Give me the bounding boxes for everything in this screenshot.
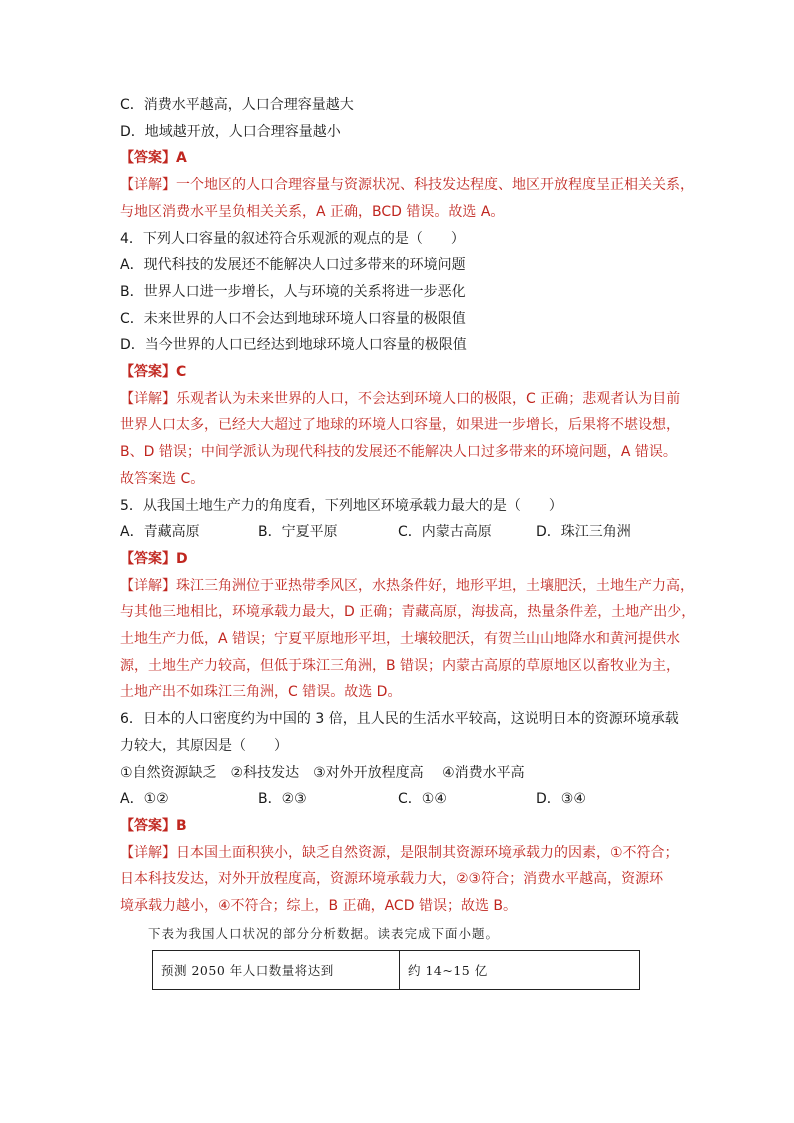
q6-option-a: A．①② (120, 791, 169, 808)
q6-explanation-line: 境承载力越小，④不符合；综上，B 正确，ACD 错误；故选 B。 (120, 898, 517, 915)
q4-option-c: C．未来世界的人口不会达到地球环境人口容量的极限值 (120, 310, 466, 327)
q3-option-c: C．消费水平越高，人口合理容量越大 (120, 97, 354, 113)
q5-option-d: D．珠江三角洲 (536, 524, 631, 541)
q6-explanation-line: 日本科技发达，对外开放程度高，资源环境承载力大，②③符合；消费水平越高，资源环 (120, 871, 664, 888)
table-intro-note: 下表为我国人口状况的部分分析数据。读表完成下面小题。 (148, 925, 500, 941)
table-row (153, 950, 640, 989)
q6-explanation-line: 【详解】日本国土面积狭小，缺乏自然资源，是限制其资源环境承载力的因素，①不符合； (120, 844, 679, 861)
q4-explanation-line: B、D 错误；中间学派认为现代科技的发展还不能解决人口过多带来的环境问题，A 错误。 (120, 444, 677, 461)
q6-items: ①自然资源缺乏 ②科技发达 ③对外开放程度高 ④消费水平高 (120, 764, 525, 781)
q3-explanation-line: 与地区消费水平呈负相关关系，A 正确，BCD 错误。故选 A。 (120, 203, 505, 220)
document-page (120, 92, 696, 990)
q4-answer: 【答案】C (120, 364, 187, 381)
q6-option-b: B．②③ (258, 791, 307, 808)
q5-explanation-line: 土地产出不如珠江三角洲，C 错误。故选 D。 (120, 684, 402, 701)
q4-option-a: A．现代科技的发展还不能解决人口过多带来的环境问题 (120, 257, 466, 274)
q5-option-a: A．青藏高原 (120, 524, 200, 541)
q4-explanation-line: 故答案选 C。 (120, 470, 205, 487)
q5-option-c: C．内蒙古高原 (398, 524, 492, 541)
population-table (152, 950, 640, 990)
table-cell: 预测 2050 年人口数量将达到 (153, 950, 400, 989)
q5-explanation-line: 与其他三地相比，环境承载力最大，D 正确；青藏高原，海拔高，热量条件差，土地产出少， (120, 604, 696, 621)
q5-stem: 5．从我国土地生产力的角度看，下列地区环境承载力最大的是（ ） (120, 497, 563, 514)
q6-answer: 【答案】B (120, 817, 187, 834)
q3-explanation-line: 【详解】一个地区的人口合理容量与资源状况、科技发达程度、地区开放程度呈正相关关系， (120, 177, 694, 194)
q4-stem: 4．下列人口容量的叙述符合乐观派的观点的是（ ） (120, 230, 465, 247)
q3-option-d: D．地域越开放，人口合理容量越小 (120, 123, 341, 140)
q6-stem: 力较大，其原因是（ ） (120, 737, 288, 754)
q4-explanation-line: 世界人口太多，已经大大超过了地球的环境人口容量，如果进一步增长，后果将不堪设想， (120, 417, 680, 434)
q5-answer: 【答案】D (120, 550, 188, 567)
q5-explanation-line: 源，土地生产力较高，但低于珠江三角洲，B 错误；内蒙古高原的草原地区以畜牧业为主， (120, 657, 681, 674)
q6-options (120, 786, 690, 813)
q3-answer: 【答案】A (120, 150, 187, 167)
q4-option-b: B．世界人口进一步增长，人与环境的关系将进一步恶化 (120, 283, 466, 300)
q6-stem: 6．日本的人口密度约为中国的 3 倍，且人民的生活水平较高，这说明日本的资源环境承载 (120, 711, 679, 728)
q5-explanation-line: 【详解】珠江三角洲位于亚热带季风区，水热条件好，地形平坦，土壤肥沃，土地生产力高， (120, 577, 694, 594)
q5-options (120, 519, 690, 546)
q4-option-d: D．当今世界的人口已经达到地球环境人口容量的极限值 (120, 337, 467, 354)
q5-explanation-line: 土地生产力低，A 错误；宁夏平原地形平坦，土壤较肥沃，有贺兰山山地降水和黄河提供水 (120, 631, 681, 648)
table-cell: 约 14~15 亿 (400, 950, 640, 989)
q4-explanation-line: 【详解】乐观者认为未来世界的人口，不会达到环境人口的极限，C 正确；悲观者认为目前 (120, 390, 681, 407)
q6-option-c: C．①④ (398, 791, 447, 808)
q6-option-d: D．③④ (536, 791, 586, 808)
q5-option-b: B．宁夏平原 (258, 524, 338, 541)
